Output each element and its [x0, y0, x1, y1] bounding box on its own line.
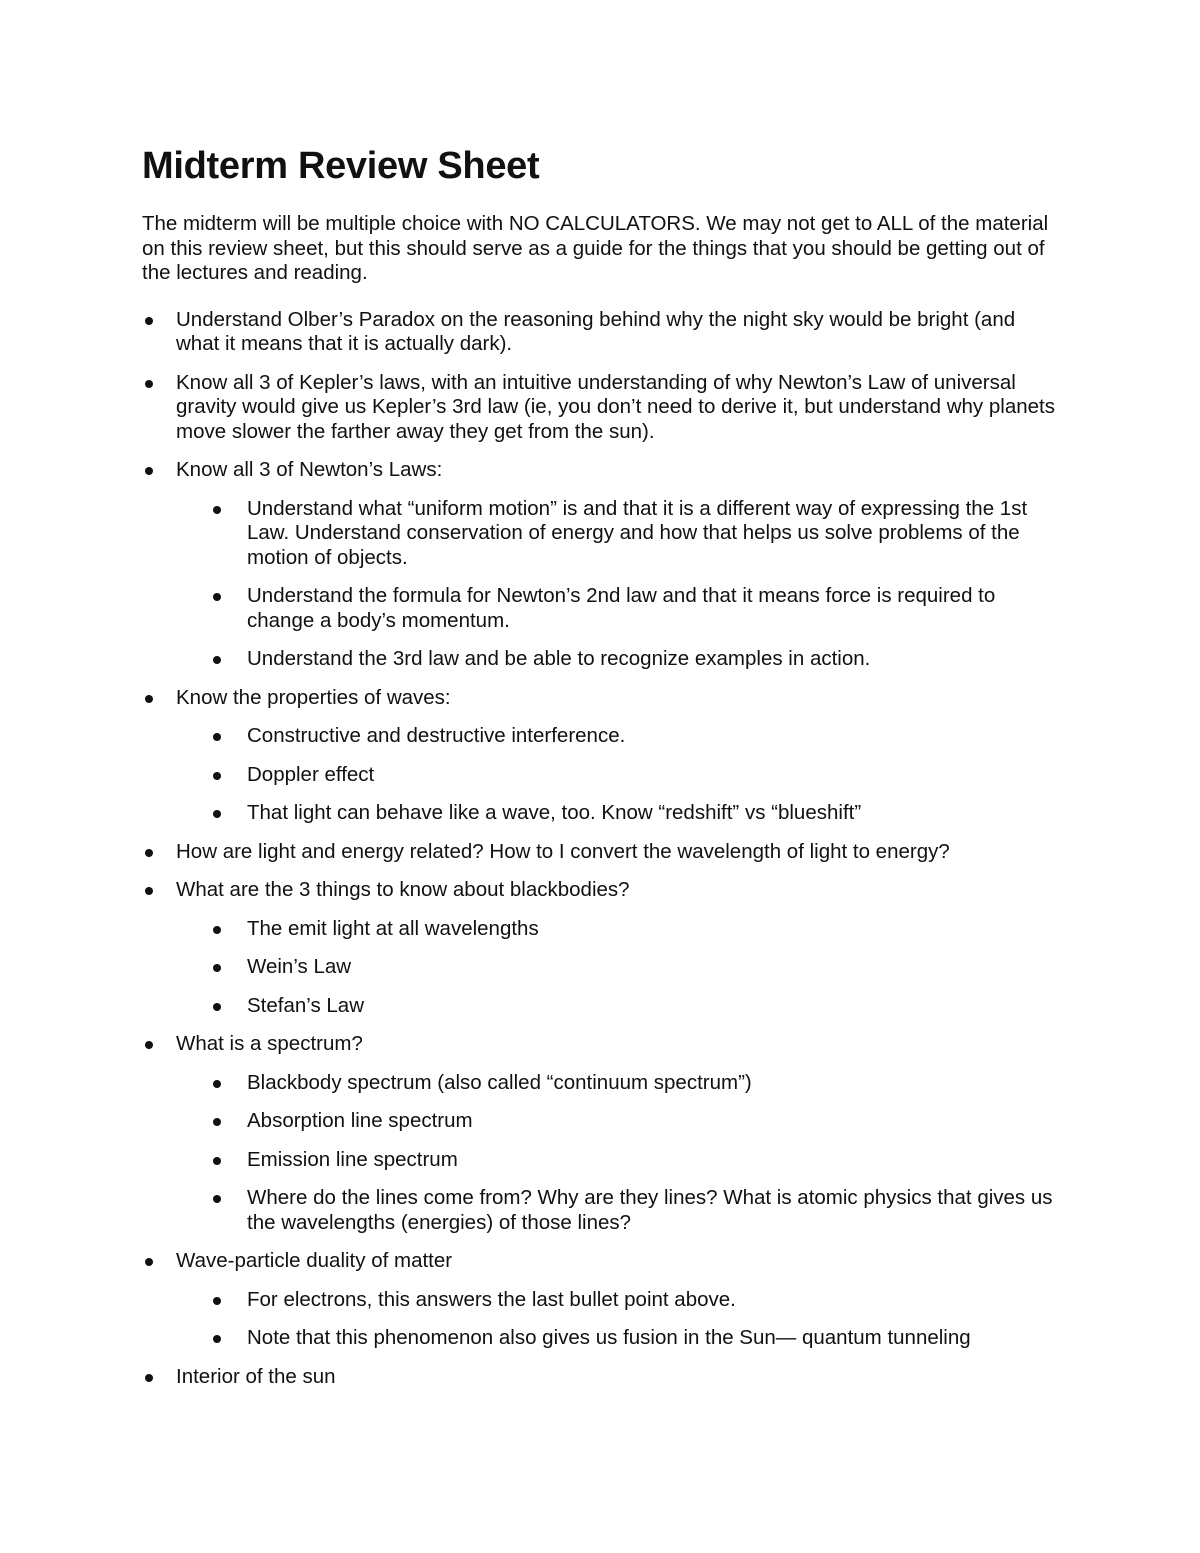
sub-list-item — [210, 647, 1062, 672]
sub-list-item — [210, 497, 1062, 571]
list-item-text: How are light and energy related? How to I convert the wavelength of light to energy? — [176, 839, 950, 863]
bullet-icon — [145, 849, 153, 857]
bullet-icon — [145, 1041, 153, 1049]
bullet-icon — [213, 1118, 221, 1126]
sub-list-item — [210, 917, 1062, 942]
list-item-text: Interior of the sun — [176, 1364, 336, 1388]
sub-list — [176, 1071, 1062, 1236]
sub-list-item-text: Understand the 3rd law and be able to recognize examples in action. — [247, 647, 871, 670]
bullet-icon — [145, 317, 153, 325]
sub-list-item-text: Where do the lines come from? Why are they lines? What is atomic physics that gives us the wavelengths (energies) of those lines? — [247, 1186, 1053, 1234]
list-item — [142, 458, 1062, 672]
bullet-icon — [145, 1258, 153, 1266]
sub-list-item-text: Understand what “uniform motion” is and that it is a different way of expressing the 1st Law. Understand conservation of energy and how that helps us solve problems of the motion of objects. — [247, 496, 1028, 569]
bullet-icon — [213, 1335, 221, 1343]
sub-list-item — [210, 1326, 1062, 1351]
list-item-text: Understand Olber’s Paradox on the reasoning behind why the night sky would be bright (and what it means that it is actually dark). — [176, 307, 1016, 355]
sub-list-item — [210, 724, 1062, 749]
document-page — [142, 142, 1062, 1403]
list-item — [142, 1249, 1062, 1351]
sub-list-item-text: Wein’s Law — [247, 955, 352, 978]
sub-list-item — [210, 1288, 1062, 1313]
bullet-icon — [145, 695, 153, 703]
list-item-text: What are the 3 things to know about blackbodies? — [176, 878, 630, 901]
bullet-icon — [213, 810, 221, 818]
sub-list-item-text: Constructive and destructive interference. — [247, 724, 626, 747]
bullet-icon — [213, 1297, 221, 1305]
bullet-icon — [213, 964, 221, 972]
sub-list-item — [210, 1186, 1062, 1235]
bullet-icon — [213, 1003, 221, 1011]
bullet-icon — [213, 733, 221, 741]
intro-paragraph: The midterm will be multiple choice with NO CALCULATORS. We may not get to ALL of the material on this review sheet, but this should serve as a guide for the things that you should be getting out of the lectures and reading. — [142, 212, 1049, 284]
sub-list-item-text: Absorption line spectrum — [247, 1109, 473, 1132]
list-item — [142, 840, 1062, 865]
bullet-icon — [213, 1080, 221, 1088]
bullet-icon — [213, 1195, 221, 1203]
bullet-icon — [213, 593, 221, 601]
sub-list-item-text: Doppler effect — [247, 762, 375, 786]
sub-list-item — [210, 955, 1062, 980]
bullet-icon — [213, 1157, 221, 1165]
list-item — [142, 1032, 1062, 1235]
sub-list-item — [210, 1109, 1062, 1134]
sub-list-item-text: Understand the formula for Newton’s 2nd law and that it means force is required to change a body’s momentum. — [247, 584, 996, 632]
sub-list-item — [210, 1148, 1062, 1173]
list-item — [142, 308, 1062, 357]
list-item — [142, 686, 1062, 826]
bullet-icon — [145, 380, 153, 388]
sub-list — [176, 1288, 1062, 1351]
sub-list-item-text: Note that this phenomenon also gives us fusion in the Sun— quantum tunneling — [247, 1326, 971, 1349]
bullet-icon — [213, 506, 221, 514]
bullet-icon — [213, 926, 221, 934]
bullet-icon — [145, 467, 153, 475]
list-item-text: Know all 3 of Kepler’s laws, with an intuitive understanding of why Newton’s Law of universal gravity would give us Kepler’s 3rd law (ie, you don’t need to derive it, but understand why planets move slower the farther away they get from the sun). — [176, 370, 1055, 443]
sub-list — [176, 497, 1062, 672]
sub-list-item-text: Stefan’s Law — [247, 993, 365, 1017]
list-item-text: Know the properties of waves: — [176, 685, 451, 709]
list-item — [142, 1365, 1062, 1390]
sub-list-item-text: Blackbody spectrum (also called “continuum spectrum”) — [247, 1070, 752, 1094]
sub-list — [176, 917, 1062, 1019]
page-title: Midterm Review Sheet — [142, 145, 540, 187]
sub-list-item-text: That light can behave like a wave, too. Know “redshift” vs “blueshift” — [247, 801, 862, 824]
list-item — [142, 371, 1062, 445]
sub-list — [176, 724, 1062, 826]
sub-list-item — [210, 994, 1062, 1019]
bullet-icon — [145, 1374, 153, 1382]
sub-list-item-text: Emission line spectrum — [247, 1147, 458, 1171]
list-item-text: What is a spectrum? — [176, 1032, 363, 1055]
list-item-text: Know all 3 of Newton’s Laws: — [176, 458, 443, 481]
review-list — [142, 308, 1062, 1390]
sub-list-item — [210, 801, 1062, 826]
bullet-icon — [213, 772, 221, 780]
list-item — [142, 878, 1062, 1018]
list-item-text: Wave-particle duality of matter — [176, 1249, 453, 1272]
sub-list-item — [210, 1071, 1062, 1096]
sub-list-item — [210, 763, 1062, 788]
bullet-icon — [213, 656, 221, 664]
sub-list-item-text: The emit light at all wavelengths — [247, 916, 539, 940]
bullet-icon — [145, 887, 153, 895]
sub-list-item — [210, 584, 1062, 633]
sub-list-item-text: For electrons, this answers the last bullet point above. — [247, 1287, 736, 1311]
